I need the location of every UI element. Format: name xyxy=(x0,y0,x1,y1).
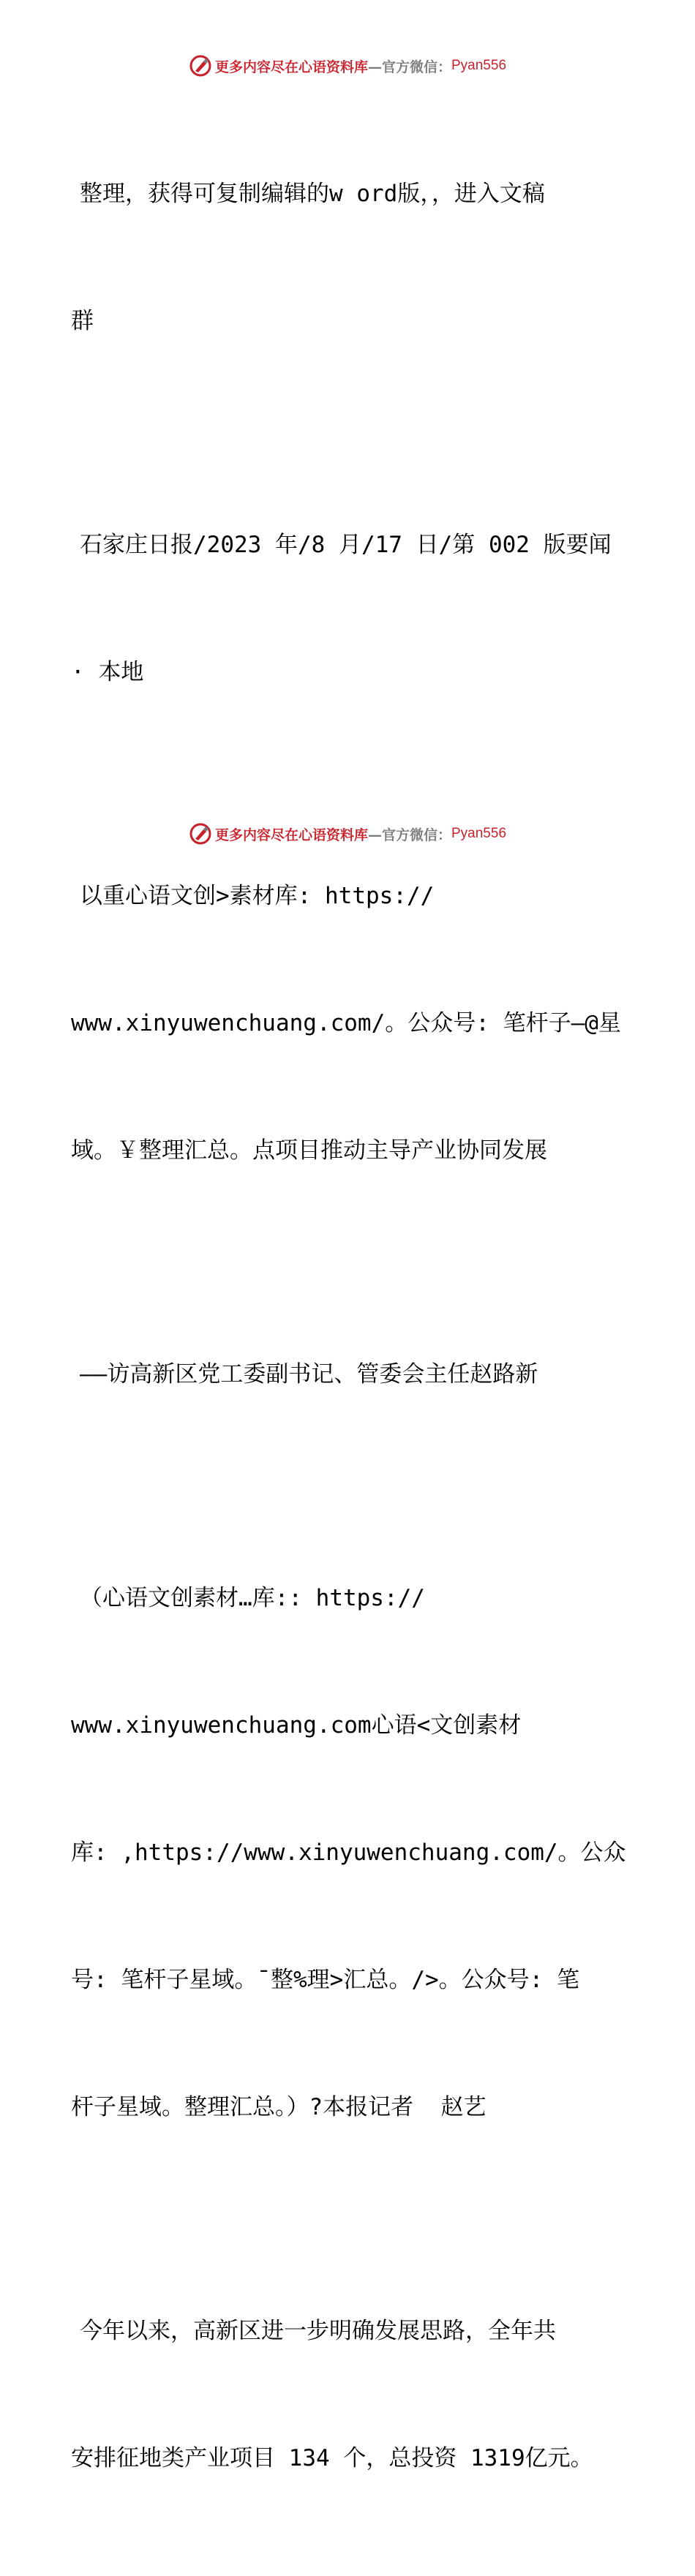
banner-wechat-id: Pyan556 xyxy=(451,826,507,841)
text-line: www.xinyuwenchuang.com/。公众号: 笔杆子—@星 xyxy=(71,1010,621,1036)
text-line: 以重心语文创>素材库: https:// xyxy=(80,883,435,909)
banner-site-text: 更多内容尽在心语资料库 xyxy=(214,826,368,843)
paragraph xyxy=(71,88,627,427)
text-line: 杆子星域。整理汇总。）?本报记者 赵艺 xyxy=(71,2094,487,2120)
paragraph xyxy=(71,790,627,1257)
text-line: 整理，获得可复制编辑的w ord版，，进入文稿 xyxy=(80,181,545,207)
text-line: 群 xyxy=(71,308,94,334)
text-line: 石家庄日报/2023 年/8 月/17 日/第 002 版要闻 xyxy=(80,532,612,558)
banner-wechat-label: —官方微信： xyxy=(367,826,451,843)
paragraph xyxy=(71,439,627,778)
text-line: 号: 笔杆子星域。¯整%理>汇总。/>。公众号: 笔 xyxy=(71,1967,579,1993)
pen-circle-icon xyxy=(189,822,212,846)
text-line: 安排征地类产业项目 134 个，总投资 1319亿元。 xyxy=(71,2445,593,2471)
document-body xyxy=(71,88,627,2576)
paragraph xyxy=(71,2225,627,2564)
footer-banner xyxy=(0,819,695,848)
text-line: （心语文创素材…库:: https:// xyxy=(80,1585,425,1611)
text-line: 域。￥整理汇总。点项目推动主导产业协同发展 xyxy=(71,1137,547,1164)
header-banner xyxy=(0,51,695,80)
paragraph xyxy=(71,1492,627,2213)
text-line: 今年以来，高新区进一步明确发展思路，全年共 xyxy=(80,2318,556,2344)
paragraph xyxy=(71,1268,627,1480)
banner-wechat-label: —官方微信： xyxy=(367,59,451,75)
text-line: 库: ,https://www.xinyuwenchuang.com/。公众 xyxy=(71,1839,626,1866)
banner-site-text: 更多内容尽在心语资料库 xyxy=(214,59,368,75)
text-line: ——访高新区党工委副书记、管委会主任赵路新 xyxy=(80,1361,538,1387)
banner-wechat-id: Pyan556 xyxy=(451,58,507,73)
text-line: · 本地 xyxy=(71,659,144,685)
text-line: www.xinyuwenchuang.com心语<文创素材 xyxy=(71,1712,522,1739)
pen-circle-icon xyxy=(189,54,212,78)
